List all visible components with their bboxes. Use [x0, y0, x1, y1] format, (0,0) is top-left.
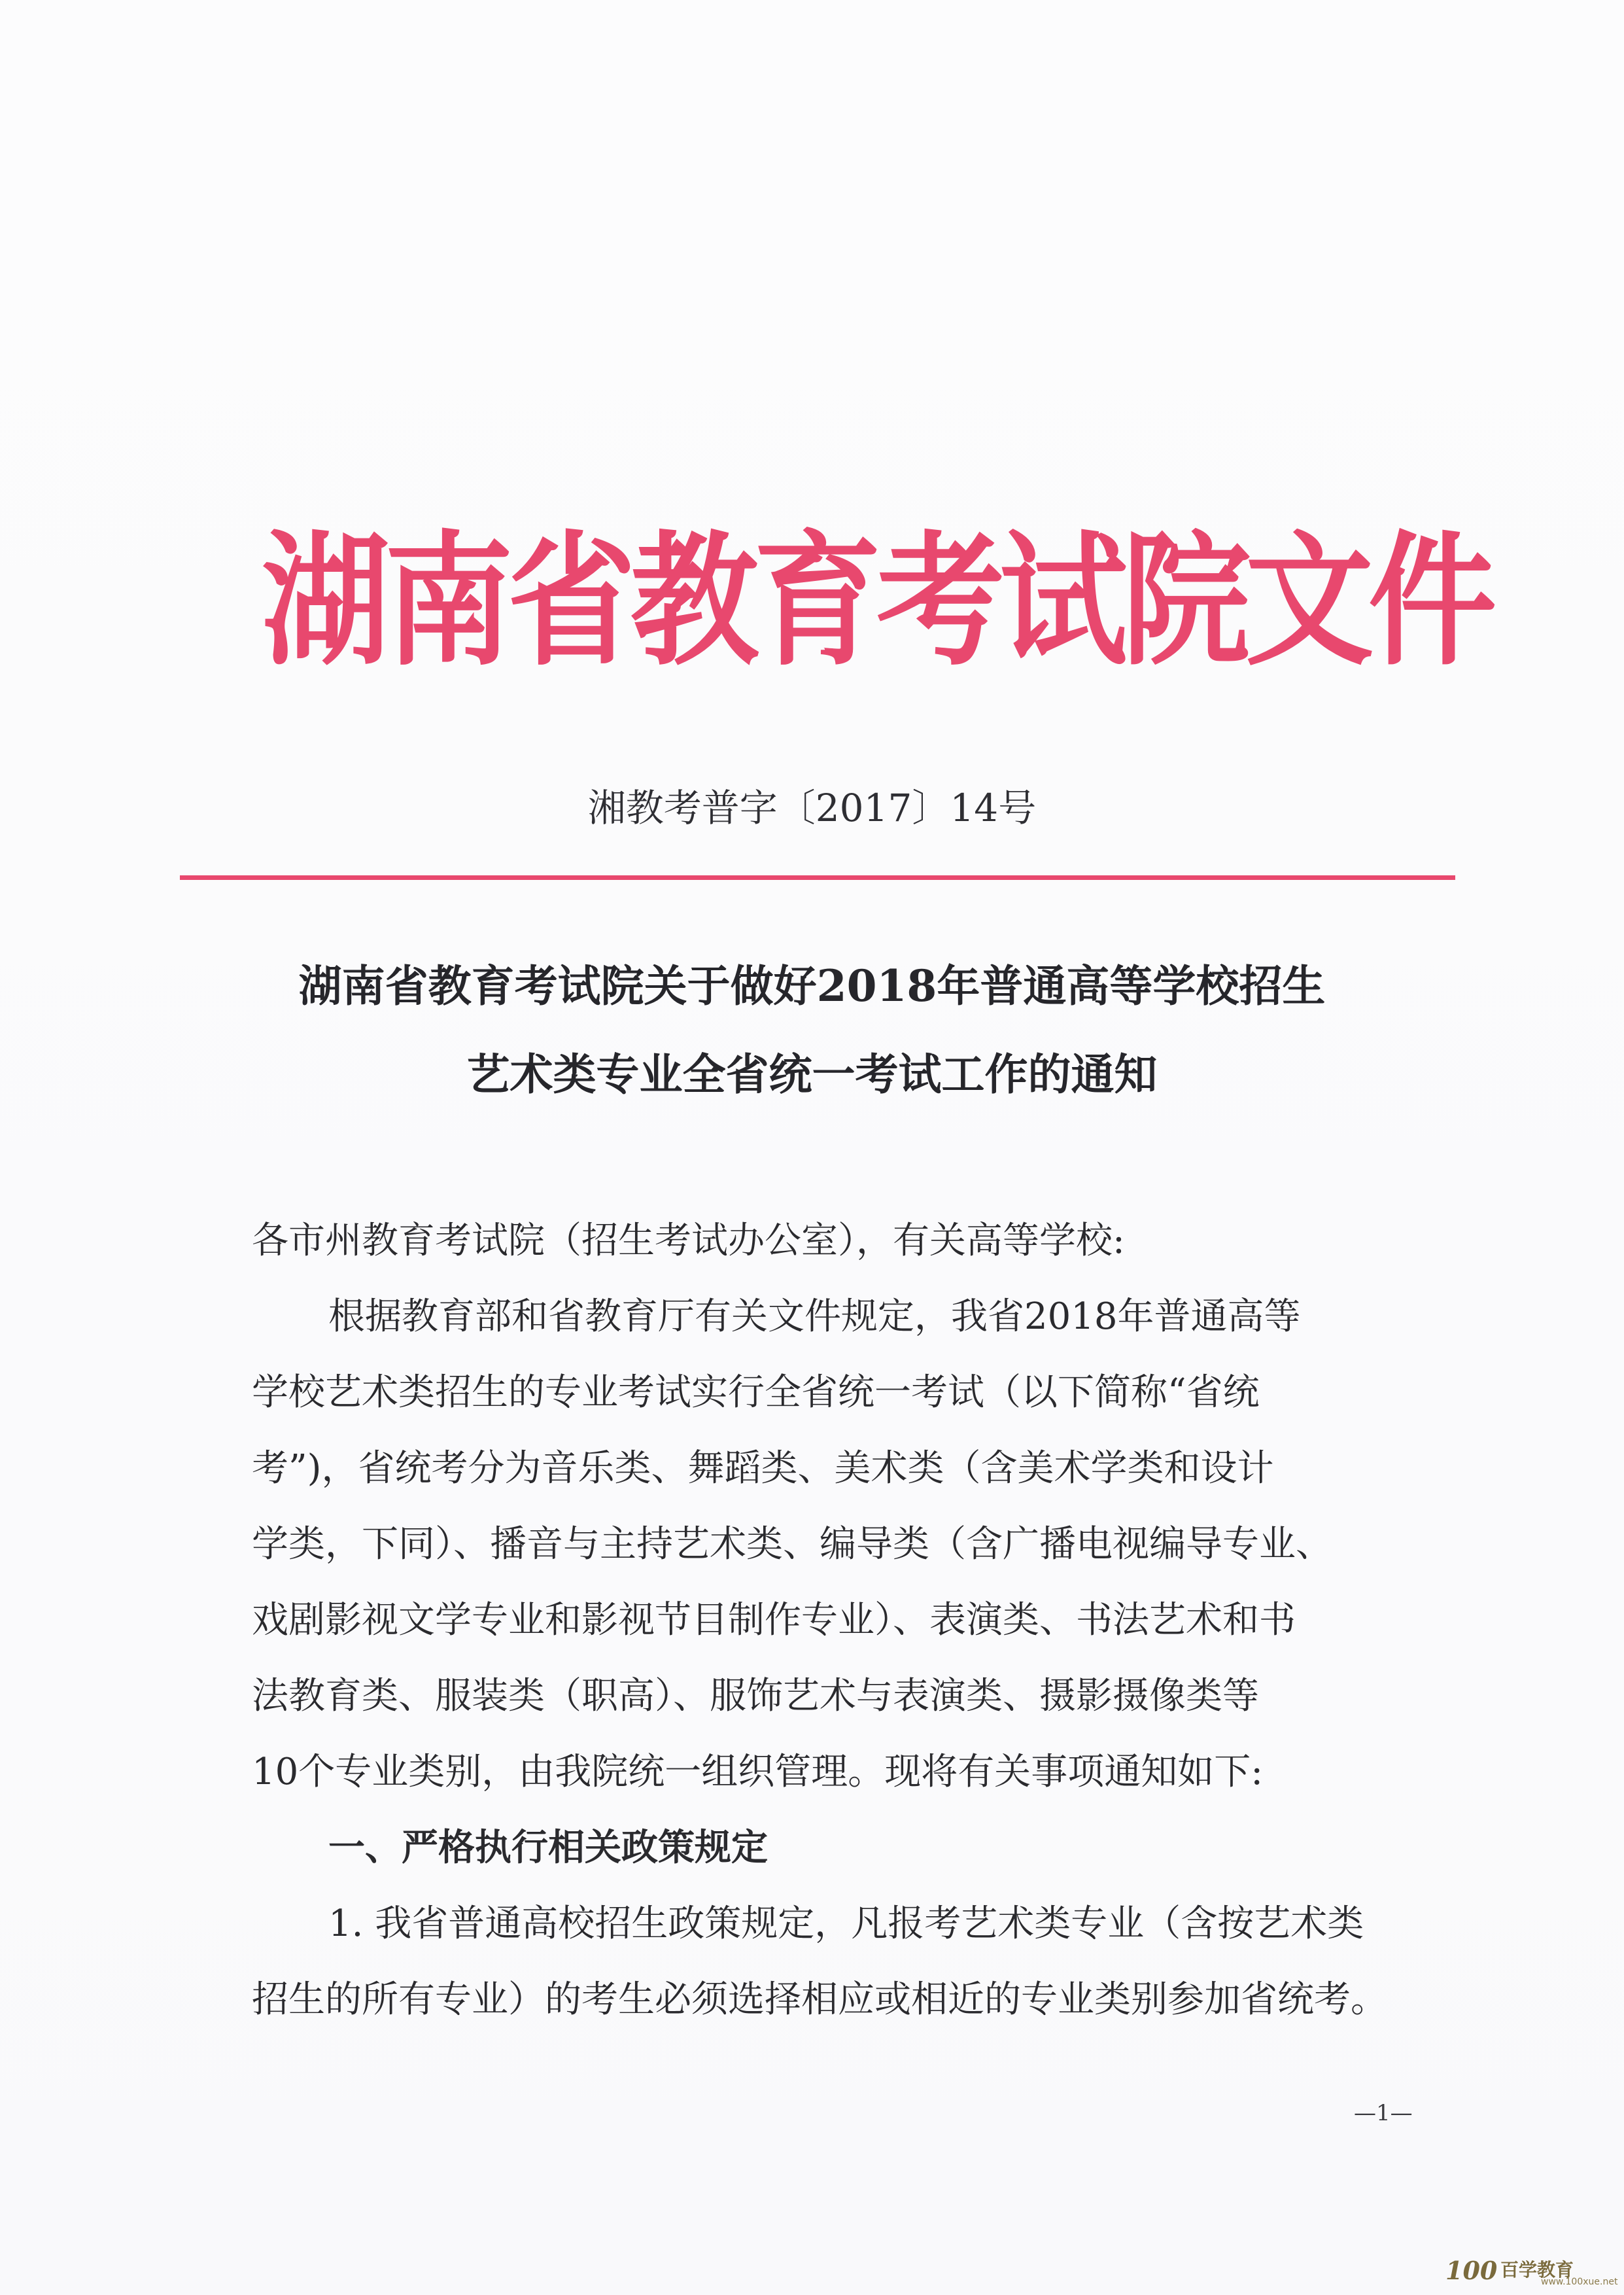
paragraph-line: 10个专业类别，由我院统一组织管理。现将有关事项通知如下: — [252, 1751, 1264, 1793]
watermark-url: www.100xue.net — [1541, 2277, 1618, 2287]
paragraph-line: 戏剧影视文学专业和影视节目制作专业）、表演类、书法艺术和书 — [252, 1599, 1296, 1641]
paragraph-line: 考”)，省统考分为音乐类、舞蹈类、美术类（含美术学类和设计 — [252, 1447, 1274, 1490]
paragraph-line: 学校艺术类招生的专业考试实行全省统一考试（以下简称“省统 — [252, 1371, 1260, 1414]
salutation: 各市州教育考试院（招生考试办公室），有关高等学校: — [252, 1219, 1125, 1262]
document-number: 湘教考普字〔2017〕14号 — [587, 786, 1037, 830]
red-divider-line — [180, 875, 1455, 880]
notice-title-line-2: 艺术类专业全省统一考试工作的通知 — [466, 1049, 1158, 1100]
paragraph-line: 法教育类、服装类（职高）、服饰艺术与表演类、摄影摄像类等 — [252, 1675, 1259, 1717]
list-item-line: 1. 我省普通高校招生政策规定，凡报考艺术类专业（含按艺术类 — [328, 1902, 1364, 1945]
masthead-title: 湖南省教育考试院文件 — [262, 518, 1492, 686]
notice-title-line-1: 湖南省教育考试院关于做好2018年普通高等学校招生 — [298, 960, 1326, 1011]
paragraph-line: 学类，下同）、播音与主持艺术类、编导类（含广播电视编导专业、 — [252, 1523, 1332, 1566]
page-number: —1— — [1354, 2100, 1413, 2126]
brand-100-icon — [1445, 2256, 1498, 2285]
watermark-logo — [1445, 2251, 1618, 2290]
section-heading-1: 一、严格执行相关政策规定 — [328, 1827, 768, 1869]
svg-text:100: 100 — [1445, 2256, 1498, 2285]
paragraph-line: 根据教育部和省教育厅有关文件规定，我省2018年普通高等 — [328, 1295, 1301, 1338]
watermark-brand: 百学教育 — [1500, 2259, 1574, 2281]
list-item-line: 招生的所有专业）的考生必须选择相应或相近的专业类别参加省统考。 — [252, 1978, 1387, 2021]
